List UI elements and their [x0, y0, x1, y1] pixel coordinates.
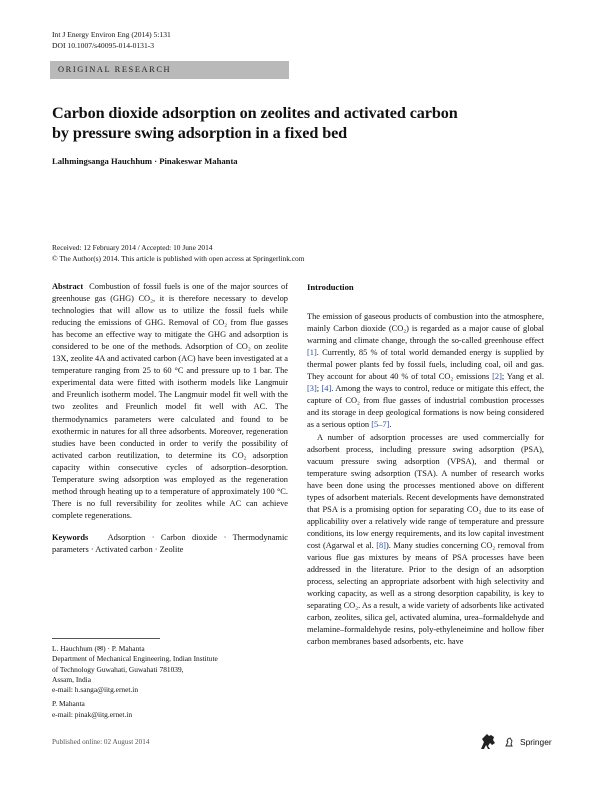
affiliation-name-2: P. Mahanta: [52, 699, 85, 709]
title-line-1: Carbon dioxide adsorption on zeolites and activated carbon: [52, 104, 458, 122]
intro-p2-text-b: ). Many studies concerning CO₂ removal from various flue gas mixtures by means of PSA processes have been addressed in the literature. Prior to the design of an adsorption process, selecting an appropriate adsorbent with high selectivity and working capacity, as well as a strong desorption capability, is key to separating CO₂. As a result, a wide variety of adsorbents like activated carbon, zeolites, silica gel, activated alumina, urea–formaldehyde and melamine–formaldehyde resins, poly-ethyleneimine and hollow fiber carbon membranes based adsorbents, etc. have: [307, 540, 544, 647]
affiliation-block-1: [52, 644, 288, 695]
keywords-label: Keywords: [52, 532, 89, 542]
article-dates: [52, 242, 304, 264]
citation-link[interactable]: [5–7]: [371, 420, 390, 430]
journal-citation: Int J Energy Environ Eng (2014) 5:131: [52, 30, 171, 39]
intro-paragraph-1: [307, 311, 544, 431]
affiliation-names: L. Hauchhum (✉) · P. Mahanta: [52, 644, 145, 653]
published-online-date: Published online: 02 August 2014: [52, 738, 150, 746]
affiliation-block-2: [52, 699, 288, 720]
journal-header: [52, 29, 171, 51]
keywords-text: Adsorption · Carbon dioxide · Thermodynamic parameters · Activated carbon · Zeolite: [52, 532, 288, 554]
affiliation-institute: of Technology Guwahati, Guwahati 781039,: [52, 664, 184, 674]
intro-p2-text-a: A number of adsorption processes are used commercially for adsorbent process, including pressure swing adsorption (PSA), vacuum pressure swing adsorption (VPSA), and thermal or temperature swing adsorption (TSA). A number of research works have been done using the processes mentioned above on different types of adsorbent materials. Recent developments have demonstrated that PSA is a promising option for separating CO₂ due to its ease of applicability over a relatively wide range of temperature and pressure conditions, its low energy requirements, and its low capital investment cost (Agarwal et al.: [307, 432, 544, 550]
keywords: [52, 532, 288, 556]
affiliation-email-2[interactable]: e-mail: pinak@iitg.ernet.in: [52, 709, 133, 719]
affiliation-department: Department of Mechanical Engineering, Indian Institute: [52, 654, 218, 664]
copyright-line: © The Author(s) 2014. This article is published with open access at Springerlink.com: [52, 254, 305, 263]
citation-link[interactable]: [3]: [307, 384, 317, 394]
publisher-name: Springer: [520, 737, 552, 747]
left-column: [52, 281, 288, 556]
doi-line: DOI 10.1007/s40095-014-0131-3: [52, 41, 155, 50]
right-column: [307, 281, 544, 648]
article-type-banner: ORIGINAL RESEARCH: [50, 61, 289, 79]
affiliation-email-1[interactable]: e-mail: h.sanga@iitg.ernet.in: [52, 685, 139, 695]
section-heading-introduction: Introduction: [307, 282, 354, 292]
citation-link[interactable]: [8]: [376, 540, 386, 550]
affiliation-divider: [52, 638, 160, 639]
abstract-text: Combustion of fossil fuels is one of the major sources of greenhouse gas (GHG) CO₂, it is therefore necessary to develop technologies that will allow us to utilize the fossil fuels while reducing the emissions of GHG. Removal of CO₂ from flue gasses has become an effective way to mitigate the GHG and adsorption is considered to be one of the methods. Adsorption of CO₂ on zeolite 13X, zeolite 4A and activated carbon (AC) have been investigated at a temperature ranging from 25 to 60 °C and pressure up to 1 bar. The experimental data were fitted with isotherm models like Langmuir and Freunlich isotherm model. The Langmuir model fit well with the two zeolites and Freunlich model fit well with AC. The thermodynamics parameters were calculated and found to be exothermic in natures for all three adsorbents. Moreover, regeneration studies have been conducted in order to verify the possibility of activated carbon reutilization, to determine its CO₂ adsorption capacity within consecutive cycles of adsorption–desorption. Temperature swing adsorption was employed as the regeneration method through heating up to a temperature of approximately 100 °C. There is no full reversibility for zeolites while AC can achieve complete regenerations.: [52, 282, 289, 520]
abstract-label: Abstract: [52, 282, 84, 291]
intro-paragraph-2: [307, 432, 544, 649]
affiliation-country: Assam, India: [52, 674, 91, 684]
article-title: [52, 103, 532, 143]
intro-p1-text-c: ; Yang et al.: [501, 372, 544, 382]
author-list: Lalhmingsanga Hauchhum · Pinakeswar Mahanta: [52, 156, 238, 166]
received-accepted-dates: Received: 12 February 2014 / Accepted: 10 June 2014: [52, 243, 213, 252]
intro-p1-text-d: ;: [316, 384, 322, 394]
intro-p1-text-f: .: [389, 420, 392, 430]
intro-p1-text-a: The emission of gaseous products of combustion into the atmosphere, mainly Carbon dioxide (CO₂) is regarded as a major cause of global warming and climate change, through the so-called greenhouse effect: [307, 312, 544, 346]
citation-link[interactable]: [2]: [492, 372, 502, 382]
intro-p1-text-e: . Among the ways to control, reduce or mitigate this effect, the capture of CO₂ from flue gasses of industrial combustion processes and its storage in deep geological formations is now being considered as a serious option: [307, 384, 544, 430]
intro-p1-text-b: . Currently, 85 % of total world demanded energy is supplied by thermal power plants fed by fossil fuels, including coal, oil and gas. They account for about 40 % of total CO₂ emissions: [307, 348, 544, 382]
springer-horse-icon: [478, 733, 498, 751]
affiliations: [52, 644, 288, 724]
abstract: [52, 281, 288, 522]
springer-chess-knight-icon: [504, 737, 514, 747]
title-line-2: by pressure swing adsorption in a fixed bed: [52, 124, 348, 142]
publisher-logo: [478, 733, 552, 751]
citation-link[interactable]: [1]: [307, 348, 317, 358]
citation-link[interactable]: [4]: [321, 384, 332, 394]
